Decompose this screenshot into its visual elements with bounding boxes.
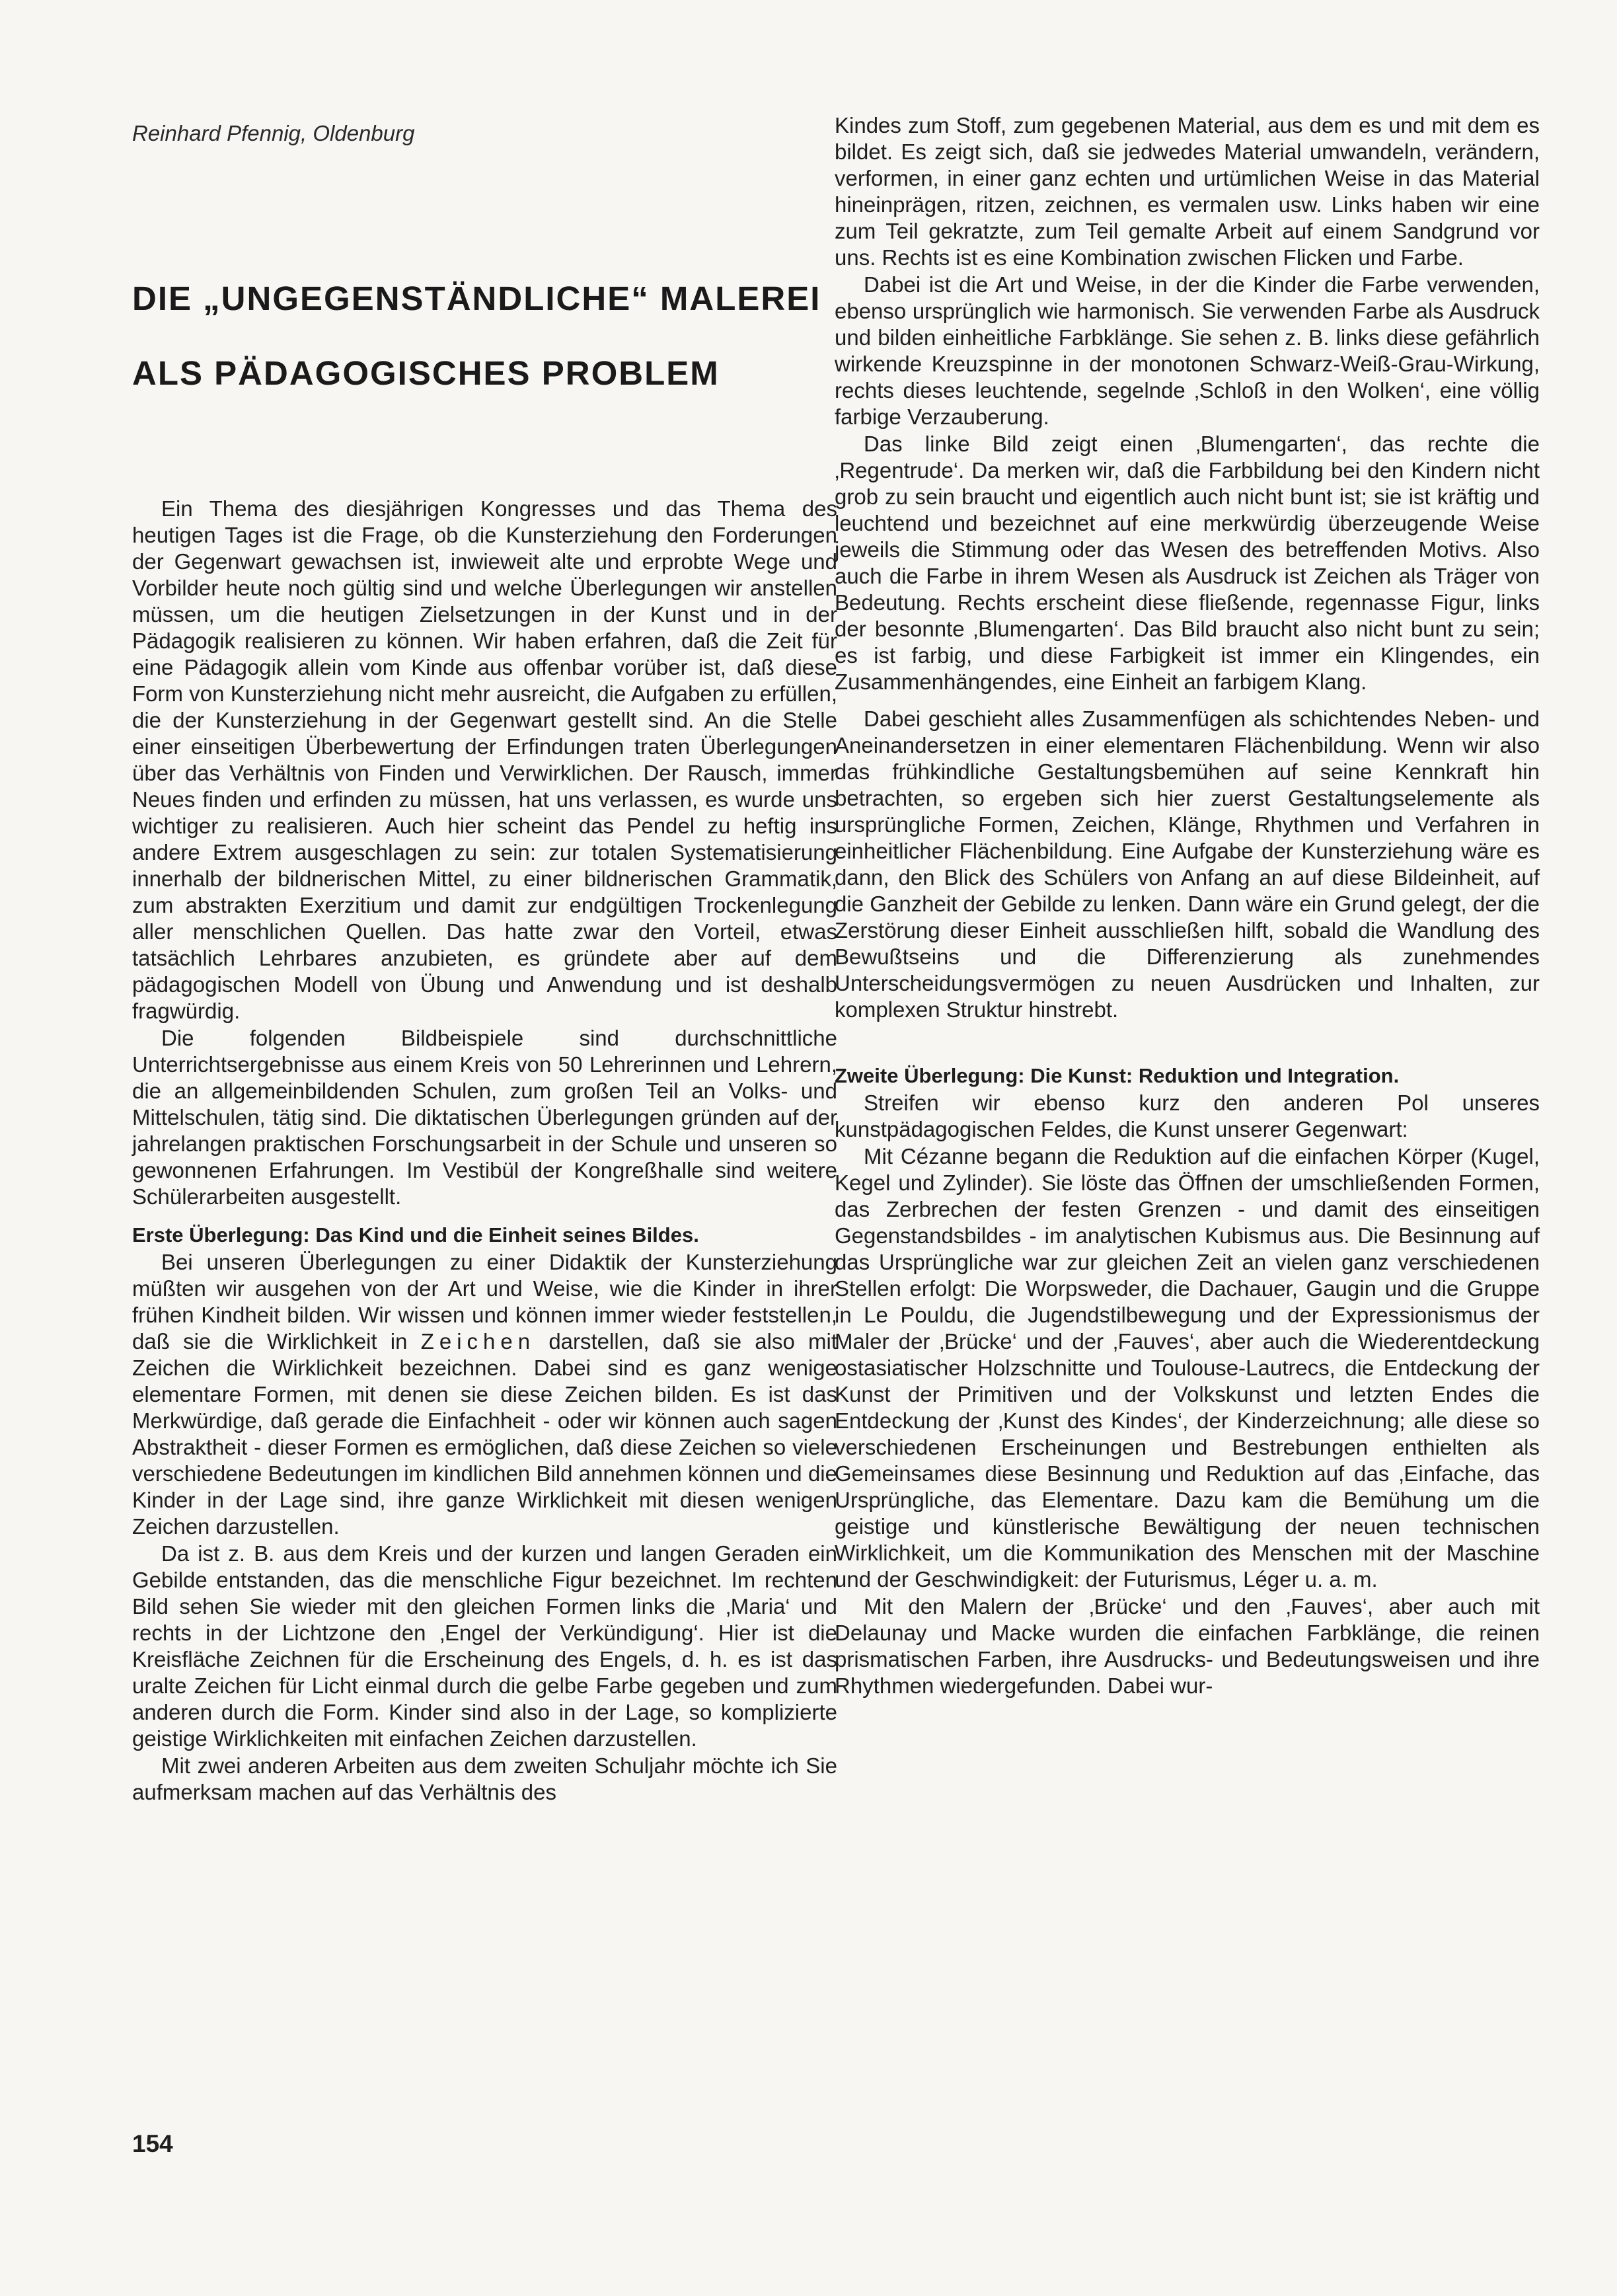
paragraph: Mit den Malern der ‚Brücke‘ und den ‚Fauves‘, aber auch mit Delaunay und Macke wurden die einfachen Farbklänge, die reinen prismatischen Farben, ihre Ausdrucks- und Bedeutungsweisen und ihre Rhythmen wiedergefunden. Dabei wur- bbox=[835, 1594, 1540, 1698]
section-heading-2: Zweite Überlegung: Die Kunst: Reduktion und Integration. bbox=[835, 1064, 1400, 1087]
left-column bbox=[132, 496, 837, 2135]
paragraph: Das linke Bild zeigt einen ‚Blumengarten‘, das rechte die ‚Regentrude‘. Da merken wir, daß die Farbbildung bei den Kindern nicht grob zu sein braucht und eigentlich auch nicht bunt ist; sie ist kräftig und leuchtend und bezeichnet auf eine merkwürdig überzeugende Weise jeweils die Stimmung oder das Wesen des betreffenden Motivs. Also auch die Farbe in ihrem Wesen als Ausdruck ist Zeichen als Träger von Bedeutung. Rechts erscheint diese fließende, regennasse Figur, links der besonnte ‚Blumengarten‘. Das Bild braucht also nicht bunt zu sein; es ist farbig, und diese Farbigkeit ist immer ein Klingendes, ein Zusammenhängendes, eine Einheit an farbigem Klang. bbox=[835, 432, 1540, 694]
paragraph: Dabei ist die Art und Weise, in der die Kinder die Farbe verwenden, ebenso ursprünglich wie harmonisch. Sie verwenden Farbe als Ausdruck und bilden einheitliche Farbklänge. Sie sehen z. B. links diese gefährlich wirkende Kreuzspinne in der monotonen Schwarz-Weiß-Grau-Wirkung, rechts dieses leuchtende, segelnde ‚Schloß in den Wolken‘, eine völlig farbige Verzauberung. bbox=[835, 272, 1540, 429]
paragraph: Die folgenden Bildbeispiele sind durchschnittliche Unterrichtsergebnisse aus einem Kreis von 50 Lehrerinnen und Lehrern, die an allgemeinbildenden Schulen, zum großen Teil an Volks- und Mittelschulen, tätig sind. Die diktatischen Überlegungen gründen auf der jahrelangen praktischen Forschungsarbeit in der Schule und unseren so gewonnenen Erfahrungen. Im Vestibül der Kongreßhalle sind weitere Schülerarbeiten ausgestellt. bbox=[132, 1026, 837, 1209]
paragraph: Ein Thema des diesjährigen Kongresses und das Thema des heutigen Tages ist die Frage, ob die Kunsterziehung den Forderungen der Gegenwart gewachsen ist, inwieweit alte und erprobte Wege und Vorbilder heute noch gültig sind und welche Überlegungen wir anstellen müssen, um die heutigen Zielsetzungen in der Kunst und in der Pädagogik realisieren zu können. Wir haben erfahren, daß die Zeit für eine Pädagogik allein vom Kinde aus offenbar vorüber ist, daß diese Form von Kunsterziehung nicht mehr ausreicht, die Aufgaben zu erfüllen, die der Kunsterziehung in der Gegenwart gestellt sind. An die Stelle einer einseitigen Überbewertung der Erfindungen traten Überlegungen über das Verhältnis von Finden und Verwirklichen. Der Rausch, immer Neues finden und erfinden zu müssen, hat uns verlassen, es wurde uns wichtiger zu realisieren. Auch hier scheint das Pendel zu heftig ins andere Extrem ausgeschlagen zu sein: zur totalen Systematisierung innerhalb der bildnerischen Mittel, zu einer bildnerischen Grammatik, zum abstrakten Exerzitium und damit zur endgültigen Trockenlegung aller menschlichen Quellen. Das hatte zwar den Vorteil, etwas tatsächlich Lehrbares anzubieten, es gründete aber auf dem pädagogischen Modell von Übung und Anwendung und ist deshalb fragwürdig. bbox=[132, 496, 837, 1023]
paragraph-text: darstellen, daß sie also mit Zeichen die Wirklichkeit bezeichnen. Dabei sind es ganz wenige elementare Formen, mit denen sie diese Zeichen bilden. Es ist das Merkwürdige, daß gerade die Einfachheit - oder wir können auch sagen Abstraktheit - dieser Formen es ermöglichen, daß diese Zeichen so viele verschiedene Bedeutungen im kindlichen Bild annehmen können und die Kinder in der Lage sind, ihre ganze Wirklichkeit mit diesen wenigen Zeichen darzustellen. bbox=[132, 1329, 837, 1539]
author-line: Reinhard Pfennig, Oldenburg bbox=[132, 121, 415, 145]
title-line-1: DIE „UNGEGENSTÄNDLICHE“ MALEREI bbox=[132, 280, 821, 317]
spaced-word: Zeichen bbox=[420, 1329, 536, 1354]
paragraph: Streifen wir ebenso kurz den anderen Pol unseres kunstpädagogischen Feldes, die Kunst unserer Gegenwart: bbox=[835, 1091, 1540, 1141]
paragraph bbox=[132, 1249, 837, 1540]
paragraph-text: Bei unseren Überlegungen zu einer Didaktik der Kunsterziehung müßten wir ausgehen von der Art und Weise, wie die Kinder in ihrer frühen Kindheit bilden. Wir wissen und können immer wieder feststellen, daß sie die Wirklichkeit in bbox=[132, 1250, 837, 1354]
paragraph: Mit zwei anderen Arbeiten aus dem zweiten Schuljahr möchte ich Sie aufmerksam machen auf das Verhältnis des bbox=[132, 1753, 837, 1804]
paragraph: Da ist z. B. aus dem Kreis und der kurzen und langen Geraden ein Gebilde entstanden, das die menschliche Figur bezeichnet. Im rechten Bild sehen Sie wieder mit den gleichen Formen links die ‚Maria‘ und rechts in der Lichtzone den ‚Engel der Verkündigung‘. Hier ist die Kreisfläche Zeichnen für die Erscheinung des Engels, d. h. es ist das uralte Zeichen für Licht einmal durch die gelbe Farbe gegeben und zum anderen durch die Form. Kinder sind also in der Lage, so komplizierte geistige Wirklichkeiten mit einfachen Zeichen darzustellen. bbox=[132, 1541, 837, 1751]
page-number: 154 bbox=[132, 2130, 173, 2157]
title-line-2: ALS PÄDAGOGISCHES PROBLEM bbox=[132, 354, 720, 392]
paragraph: Kindes zum Stoff, zum gegebenen Material, aus dem es und mit dem es bildet. Es zeigt sich, daß sie jedwedes Material umwandeln, verändern, verformen, in einer ganz echten und urtümlichen Weise in das Material hineinprägen, ritzen, zeichnen, es vermalen usw. Links haben wir eine zum Teil gekratzte, zum Teil gemalte Arbeit auf einem Sandgrund vor uns. Rechts ist es eine Kombination zwischen Flicken und Farbe. bbox=[835, 113, 1540, 270]
paragraph: Dabei geschieht alles Zusammenfügen als schichtendes Neben- und Aneinandersetzen in einer elementaren Flächenbildung. Wenn wir also das frühkindliche Gestaltungsbemühen auf seine Kennkraft hin betrachten, so ergeben sich hier zuerst Gestaltungselemente als ursprüngliche Formen, Zeichen, Klänge, Rhythmen und Verfahren in einheitlicher Flächenbildung. Eine Aufgabe der Kunsterziehung wäre es dann, den Blick des Schülers von Anfang an auf diese Bildeinheit, auf die Ganzheit der Gebilde zu lenken. Dann wäre ein Grund gelegt, der die Zerstörung dieser Einheit ausschließen hilft, sobald die Wandlung des Bewußtseins und die Differenzierung als zunehmendes Unterscheidungsvermögen zu neuen Ausdrücken und Inhalten, zur komplexen Struktur hinstrebt. bbox=[835, 707, 1540, 1022]
section-heading-1: Erste Überlegung: Das Kind und die Einheit seines Bildes. bbox=[132, 1223, 699, 1246]
paragraph: Mit Cézanne begann die Reduktion auf die einfachen Körper (Kugel, Kegel und Zylinder). Sie löste das Öffnen der umschließenden Formen, das Zerbrechen der festen Grenzen - und damit des einseitigen Gegenstandsbildes - im analytischen Kubismus aus. Die Besinnung auf das Ursprüngliche war zur gleichen Zeit an vielen ganz verschiedenen Stellen erfolgt: Die Worpsweder, die Dachauer, Gaugin und die Gruppe in Le Pouldu, die Jugendstilbewegung und der Expressionismus der Maler der ‚Brücke‘ und der ‚Fauves‘, aber auch die Wiederentdeckung ostasiatischer Holzschnitte und Toulouse-Lautrecs, die Entdeckung der Kunst der Primitiven und der Volkskunst und letzten Endes die Entdeckung der ‚Kunst des Kindes‘, der Kinderzeichnung; alle diese so verschiedenen Erscheinungen und Bestrebungen enthielten als Gemeinsames diese Besinnung und Reduktion auf das ‚Einfache, das Ursprüngliche, das Elementare. Dazu kam die Bemühung um die geistige und künstlerische Bewältigung der neuen technischen Wirklichkeit, um die Kommunikation des Menschen mit der Maschine und der Geschwindigkeit: der Futurismus, Léger u. a. m. bbox=[835, 1144, 1540, 1591]
right-column bbox=[835, 112, 1540, 2155]
